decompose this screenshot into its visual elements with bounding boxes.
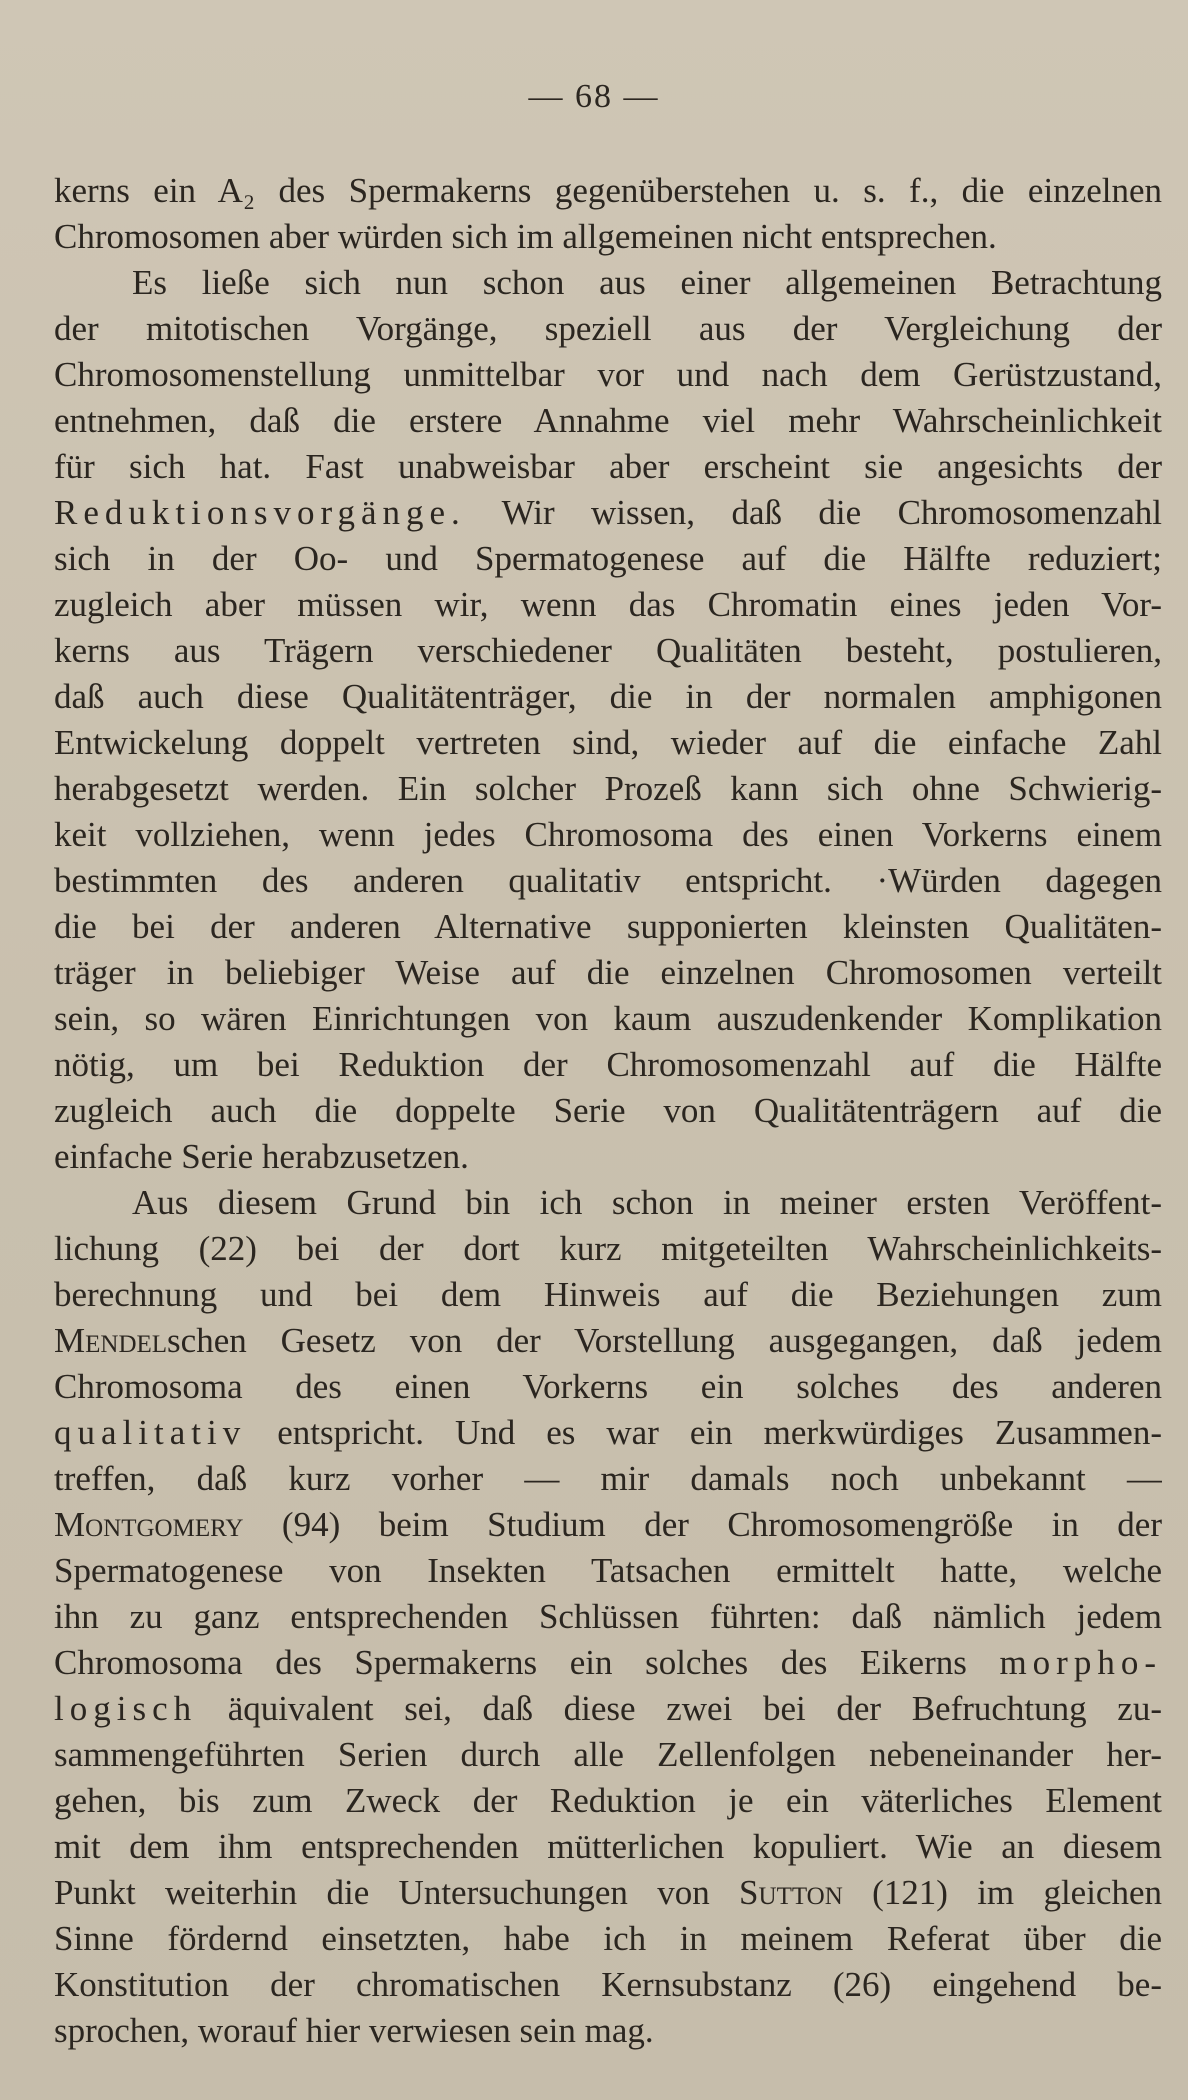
text-line: Entwickelung doppelt vertreten sind, wieder auf die einfache Zahl bbox=[54, 723, 1162, 762]
text-line: sprochen, worauf hier verwiesen sein mag. bbox=[54, 2011, 654, 2050]
text-line: einfache Serie herabzusetzen. bbox=[54, 1137, 469, 1176]
text-line: Sinne fördernd einsetzten, habe ich in meinem Referat über die bbox=[54, 1919, 1162, 1958]
text-line: keit vollziehen, wenn jedes Chromosoma des einen Vorkerns einem bbox=[54, 815, 1162, 854]
author-name: Mendel bbox=[54, 1321, 168, 1360]
text-line: die bei der anderen Alternative supponierten kleinsten Qualitäten- bbox=[54, 907, 1162, 946]
line-rest: äquivalent sei, daß diese zwei bei der Befruchtung zu- bbox=[197, 1689, 1162, 1728]
text-line bbox=[54, 1410, 1162, 1456]
text-line: daß auch diese Qualitätenträger, die in der normalen amphigonen bbox=[54, 677, 1162, 716]
text-line bbox=[54, 1318, 1162, 1364]
text-line: bestimmten des anderen qualitativ entspricht. ·Würden dagegen bbox=[54, 861, 1162, 900]
author-name: Montgomery bbox=[54, 1505, 244, 1544]
spaced-emphasis: morpho- bbox=[999, 1643, 1162, 1682]
text-line bbox=[54, 1640, 1162, 1686]
text-line bbox=[54, 1502, 1162, 1548]
text-line: der mitotischen Vorgänge, speziell aus der Vergleichung der bbox=[54, 309, 1162, 348]
text-line: träger in beliebiger Weise auf die einzelnen Chromosomen verteilt bbox=[54, 953, 1162, 992]
text-line: mit dem ihm entsprechenden mütterlichen kopuliert. Wie an diesem bbox=[54, 1827, 1162, 1866]
body-text bbox=[54, 168, 1162, 2054]
line-rest: (94) beim Studium der Chromosomengröße in der bbox=[243, 1505, 1162, 1544]
line-rest: entspricht. Und es war ein merkwürdiges Zusammen- bbox=[246, 1413, 1162, 1452]
text-line: Konstitution der chromatischen Kernsubstanz (26) eingehend be- bbox=[54, 1965, 1162, 2004]
text-line: lichung (22) bei der dort kurz mitgeteilten Wahrscheinlichkeits- bbox=[54, 1229, 1162, 1268]
text-line bbox=[54, 1686, 1162, 1732]
text-line: gehen, bis zum Zweck der Reduktion je ein väterliches Element bbox=[54, 1781, 1162, 1820]
spaced-emphasis: qualitativ bbox=[54, 1413, 247, 1452]
text-line bbox=[54, 1870, 1162, 1916]
text-line: entnehmen, daß die erstere Annahme viel mehr Wahrscheinlichkeit bbox=[54, 401, 1162, 440]
line-rest: schen Gesetz von der Vorstellung ausgegangen, daß jedem bbox=[167, 1321, 1162, 1360]
line-start: Chromosoma des Spermakerns ein solches des Eikerns bbox=[54, 1643, 1000, 1682]
text-line: zugleich aber müssen wir, wenn das Chromatin eines jeden Vor- bbox=[54, 585, 1162, 624]
line-rest: (121) im gleichen bbox=[842, 1873, 1162, 1912]
text-line: ihn zu ganz entsprechenden Schlüssen führten: daß nämlich jedem bbox=[54, 1597, 1162, 1636]
text-line: sein, so wären Einrichtungen von kaum auszudenkender Komplikation bbox=[54, 999, 1162, 1038]
text-line: Chromosomen aber würden sich im allgemeinen nicht entsprechen. bbox=[54, 217, 997, 256]
text-line: sammengeführten Serien durch alle Zellenfolgen nebeneinander her- bbox=[54, 1735, 1162, 1774]
text-line: sich in der Oo- und Spermatogenese auf die Hälfte reduziert; bbox=[54, 539, 1162, 578]
text-line: nötig, um bei Reduktion der Chromosomenzahl auf die Hälfte bbox=[54, 1045, 1162, 1084]
author-name: Sutton bbox=[739, 1873, 843, 1912]
text-line: Chromosomenstellung unmittelbar vor und nach dem Gerüstzustand, bbox=[54, 355, 1162, 394]
spaced-emphasis: logisch bbox=[54, 1689, 198, 1728]
text-line: Es ließe sich nun schon aus einer allgemeinen Betrachtung bbox=[132, 263, 1162, 302]
text-line: herabgesetzt werden. Ein solcher Prozeß kann sich ohne Schwierig- bbox=[54, 769, 1162, 808]
text-line: kerns ein A₂ des Spermakerns gegenüberstehen u. s. f., die einzelnen bbox=[54, 171, 1162, 210]
spaced-emphasis: Reduktionsvorgänge. bbox=[54, 493, 466, 532]
text-line: treffen, daß kurz vorher — mir damals noch unbekannt — bbox=[54, 1459, 1162, 1498]
text-line: berechnung und bei dem Hinweis auf die Beziehungen zum bbox=[54, 1275, 1162, 1314]
line-rest: Wir wissen, daß die Chromosomenzahl bbox=[465, 493, 1162, 532]
text-line bbox=[54, 490, 1162, 536]
text-line: Spermatogenese von Insekten Tatsachen ermittelt hatte, welche bbox=[54, 1551, 1162, 1590]
page-number: — 68 — bbox=[528, 78, 660, 115]
text-line: zugleich auch die doppelte Serie von Qualitätenträgern auf die bbox=[54, 1091, 1162, 1130]
text-line: für sich hat. Fast unabweisbar aber erscheint sie angesichts der bbox=[54, 447, 1162, 486]
text-line: Chromosoma des einen Vorkerns ein solches des anderen bbox=[54, 1367, 1162, 1406]
line-start: Punkt weiterhin die Untersuchungen von bbox=[54, 1873, 740, 1912]
text-line: Aus diesem Grund bin ich schon in meiner ersten Veröffent- bbox=[132, 1183, 1162, 1222]
text-line: kerns aus Trägern verschiedener Qualitäten besteht, postulieren, bbox=[54, 631, 1162, 670]
